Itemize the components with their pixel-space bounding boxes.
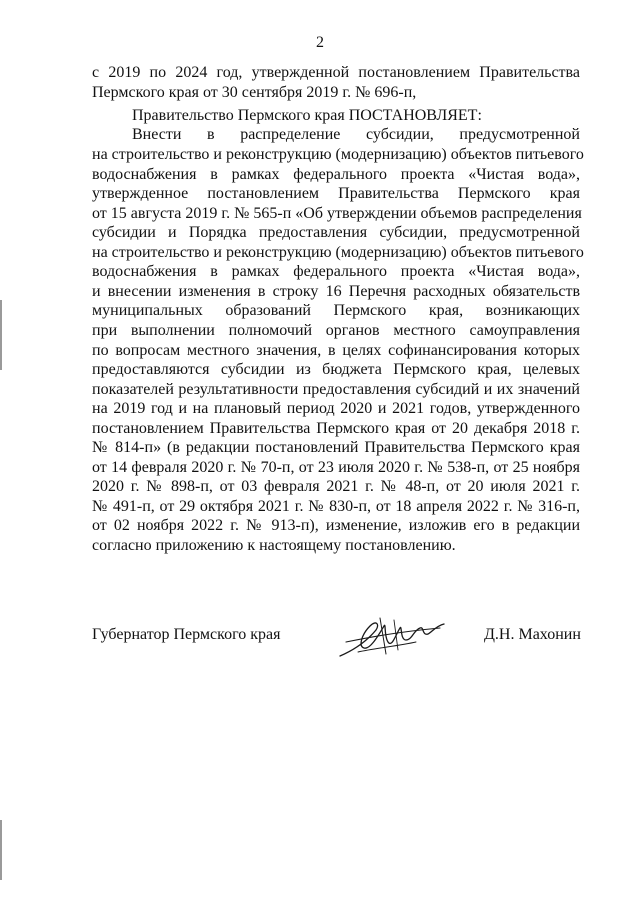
signer-position: Губернатор Пермского края	[92, 626, 281, 643]
body-line: муниципальных образований Пермского края, возникающих	[92, 302, 580, 319]
body-line: предоставляются субсидии из бюджета Пермского края, целевых	[92, 361, 580, 378]
signer-name: Д.Н. Махонин	[484, 626, 581, 643]
body-line: на 2019 год и на плановый период 2020 и 2021 годов, утвержденного	[92, 400, 580, 417]
body-line: показателей результативности предоставления субсидий и их значений	[92, 381, 580, 398]
body-line: на строительство и реконструкцию (модернизацию) объектов питьевого	[92, 146, 584, 163]
body-line: № 491-п, от 29 октября 2021 г. № 830-п, от 18 апреля 2022 г. № 316-п,	[92, 498, 580, 515]
handwritten-signature	[336, 612, 448, 660]
page-number: 2	[316, 34, 324, 51]
scan-edge-mark	[0, 300, 2, 370]
body-line: № 814-п» (в редакции постановлений Правительства Пермского края	[92, 439, 580, 456]
body-line: при выполнении полномочий органов местного самоуправления	[92, 322, 580, 339]
body-line: 2020 г. № 898-п, от 03 февраля 2021 г. № 48-п, от 20 июля 2021 г.	[92, 478, 580, 495]
body-line: Пермского края от 30 сентября 2019 г. № 696-п,	[92, 84, 417, 101]
body-line: и внесении изменения в строку 16 Перечня расходных обязательств	[92, 283, 580, 300]
scan-edge-mark	[0, 820, 2, 880]
body-line: на строительство и реконструкцию (модернизацию) объектов питьевого	[92, 244, 584, 261]
body-line: постановлением Правительства Пермского края от 20 декабря 2018 г.	[92, 420, 580, 437]
body-line: с 2019 по 2024 год, утвержденной постановлением Правительства	[92, 64, 580, 81]
body-line: водоснабжения в рамках федерального проекта «Чистая вода»,	[92, 263, 580, 280]
body-line: Правительство Пермского края ПОСТАНОВЛЯЕТ:	[132, 107, 482, 124]
body-line: субсидии и Порядка предоставления субсидии, предусмотренной	[92, 224, 580, 241]
body-line: по вопросам местного значения, в целях софинансирования которых	[92, 342, 580, 359]
body-line: от 14 февраля 2020 г. № 70-п, от 23 июля 2020 г. № 538-п, от 25 ноября	[92, 459, 580, 476]
body-line: от 02 ноября 2022 г. № 913-п), изменение, изложив его в редакции	[92, 517, 580, 534]
body-line: Внести в распределение субсидии, предусмотренной	[132, 126, 580, 143]
body-line: водоснабжения в рамках федерального проекта «Чистая вода»,	[92, 166, 580, 183]
body-line: от 15 августа 2019 г. № 565-п «Об утверждении объемов распределения	[92, 205, 582, 222]
body-line: согласно приложению к настоящему постановлению.	[92, 537, 456, 554]
body-line: утвержденное постановлением Правительства Пермского края	[92, 185, 580, 202]
